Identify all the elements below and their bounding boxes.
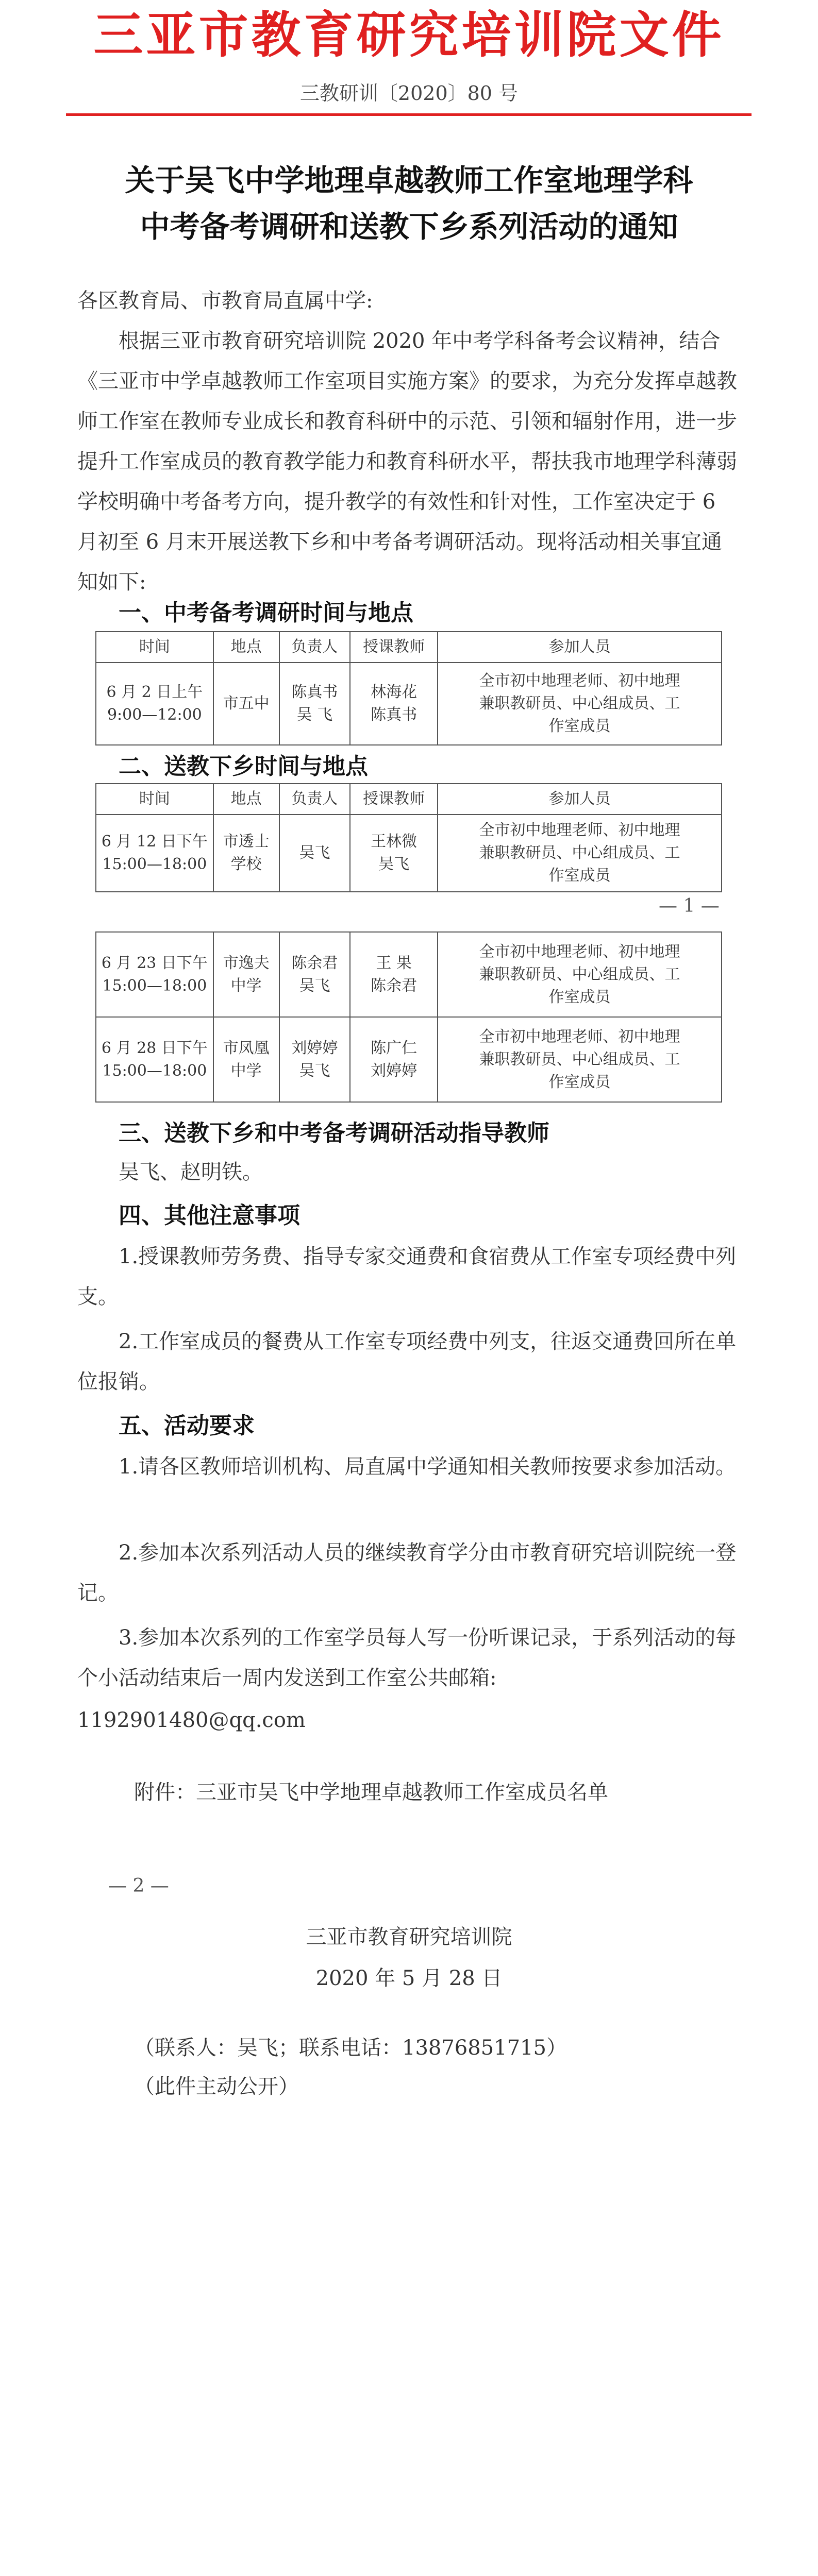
section-1-heading: 一、中考备考调研时间与地点 xyxy=(119,600,413,626)
cell-time: 6 月 28 日下午 15:00—18:00 xyxy=(96,1017,213,1102)
col-header-leader: 负责人 xyxy=(279,784,350,815)
cell-teacher: 王林微 吴飞 xyxy=(350,815,438,892)
section-5-item-2: 2.参加本次系列活动人员的继续教育学分由市教育研究培训院统一登记。 xyxy=(77,1541,737,1605)
cell-participants: 全市初中地理老师、初中地理 兼职教研员、中心组成员、工 作室成员 xyxy=(438,932,722,1017)
outreach-table-continued xyxy=(95,931,722,1103)
cell-place: 市透士 学校 xyxy=(213,815,279,892)
col-header-teacher: 授课教师 xyxy=(350,632,438,663)
header-red-rule xyxy=(66,113,752,116)
section-4-item-1: 1.授课教师劳务费、指导专家交通费和食宿费从工作室专项经费中列支。 xyxy=(77,1245,737,1309)
cell-participants: 全市初中地理老师、初中地理 兼职教研员、中心组成员、工 作室成员 xyxy=(438,1017,722,1102)
contact-info: （联系人：吴飞；联系电话：13876851715） xyxy=(134,2036,567,2060)
cell-teacher: 林海花 陈真书 xyxy=(350,663,438,745)
section-3-content: 吴飞、赵明铁。 xyxy=(119,1160,263,1184)
section-4-item-2: 2.工作室成员的餐费从工作室专项经费中列支，往返交通费回所在单位报销。 xyxy=(77,1330,737,1394)
salutation: 各区教育局、市教育局直属中学: xyxy=(77,289,373,313)
section-5-item-3: 3.参加本次系列的工作室学员每人写一份听课记录，于系列活动的每个小活动结束后一周内发送到工作室公共邮箱: xyxy=(77,1626,737,1690)
cell-time: 6 月 12 日下午 15:00—18:00 xyxy=(96,815,213,892)
table-row xyxy=(96,1017,722,1102)
section-5-item-1: 1.请各区教师培训机构、局直属中学通知相关教师按要求参加活动。 xyxy=(119,1455,737,1479)
cell-teacher: 王 果 陈余君 xyxy=(350,932,438,1017)
document-number: 三教研训〔2020〕80 号 xyxy=(299,82,519,105)
section-3-heading: 三、送教下乡和中考备考调研活动指导教师 xyxy=(119,1120,549,1146)
cell-place: 市逸夫 中学 xyxy=(213,932,279,1017)
notice-title-line-1: 关于吴飞中学地理卓越教师工作室地理学科 xyxy=(125,163,693,198)
notice-title xyxy=(52,157,766,250)
table-header-row xyxy=(96,632,722,663)
section-4-heading: 四、其他注意事项 xyxy=(119,1202,300,1229)
cell-participants: 全市初中地理老师、初中地理 兼职教研员、中心组成员、工 作室成员 xyxy=(438,815,722,892)
cell-time: 6 月 2 日上午 9:00—12:00 xyxy=(96,663,213,745)
section-2-heading: 二、送教下乡时间与地点 xyxy=(119,753,368,779)
col-header-leader: 负责人 xyxy=(279,632,350,663)
table-row xyxy=(96,663,722,745)
cell-teacher: 陈广仁 刘婷婷 xyxy=(350,1017,438,1102)
col-header-place: 地点 xyxy=(213,784,279,815)
col-header-time: 时间 xyxy=(96,632,213,663)
col-header-participants: 参加人员 xyxy=(438,632,722,663)
table-row xyxy=(96,932,722,1017)
col-header-time: 时间 xyxy=(96,784,213,815)
cell-leader: 陈真书 吴 飞 xyxy=(279,663,350,745)
signature-date: 2020 年 5 月 28 日 xyxy=(315,1967,503,1990)
cell-place: 市凤凰 中学 xyxy=(213,1017,279,1102)
col-header-teacher: 授课教师 xyxy=(350,784,438,815)
public-disclosure: （此件主动公开） xyxy=(134,2075,299,2098)
signature-org: 三亚市教育研究培训院 xyxy=(306,1925,512,1949)
outreach-table xyxy=(95,783,722,892)
contact-email: 1192901480@qq.com xyxy=(77,1708,306,1732)
attachment-note: 附件：三亚市吴飞中学地理卓越教师工作室成员名单 xyxy=(134,1781,608,1804)
cell-time: 6 月 23 日下午 15:00—18:00 xyxy=(96,932,213,1017)
table-row xyxy=(96,815,722,892)
table-header-row xyxy=(96,784,722,815)
cell-leader: 吴飞 xyxy=(279,815,350,892)
notice-title-line-2: 中考备考调研和送教下乡系列活动的通知 xyxy=(140,209,678,244)
section-5-heading: 五、活动要求 xyxy=(119,1413,255,1439)
cell-leader: 陈余君 吴飞 xyxy=(279,932,350,1017)
document-header-title: 三亚市教育研究培训院文件 xyxy=(93,6,725,64)
cell-place: 市五中 xyxy=(213,663,279,745)
page-number-1: — 1 — xyxy=(659,895,720,917)
exam-research-table xyxy=(95,631,722,745)
cell-participants: 全市初中地理老师、初中地理 兼职教研员、中心组成员、工 作室成员 xyxy=(438,663,722,745)
col-header-place: 地点 xyxy=(213,632,279,663)
page-number-2: — 2 — xyxy=(108,1875,169,1896)
intro-paragraph: 根据三亚市教育研究培训院 2020 年中考学科备考会议精神，结合《三亚市中学卓越教师工作室项目实施方案》的要求，为充分发挥卓越教师工作室在教师专业成长和教育科研中的示范、引领和辐射作用，进一步提升工作室成员的教育教学能力和教育科研水平，帮扶我市地理学科薄弱学校明确中考备考方向，提升教学的有效性和针对性，工作室决定于 6 月初至 6 月末开展送教下乡和中考备考调研活动。现将活动相关事宜通知如下: xyxy=(77,329,737,594)
cell-leader: 刘婷婷 吴飞 xyxy=(279,1017,350,1102)
col-header-participants: 参加人员 xyxy=(438,784,722,815)
